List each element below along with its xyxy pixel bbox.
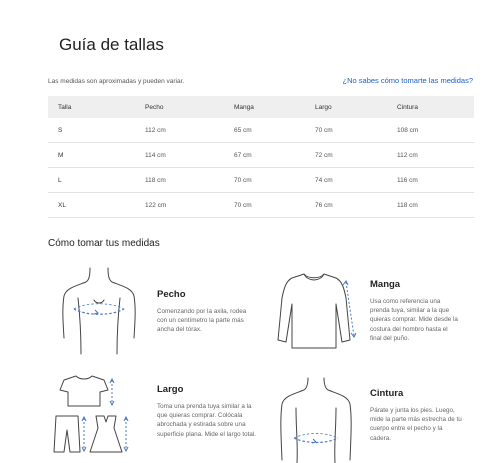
- table-cell: 114 cm: [145, 143, 234, 168]
- table-cell: M: [48, 143, 145, 168]
- table-cell: 112 cm: [145, 118, 234, 143]
- table-cell: 70 cm: [315, 118, 397, 143]
- table-header-row: [48, 96, 474, 118]
- table-cell: 112 cm: [397, 143, 474, 168]
- table-cell: 70 cm: [234, 168, 315, 193]
- chest-title: Pecho: [157, 289, 186, 300]
- table-cell: XL: [48, 193, 145, 218]
- table-cell: 118 cm: [397, 193, 474, 218]
- sleeve-description: Usa como referencia una prenda tuya, similar a la que quieras comprar. Mide desde la costura del hombro hasta el final del puño.: [370, 298, 458, 342]
- column-header: Largo: [315, 96, 397, 118]
- table-cell: 74 cm: [315, 168, 397, 193]
- sleeve-title: Manga: [370, 279, 401, 290]
- table-cell: 65 cm: [234, 118, 315, 143]
- table-cell: 72 cm: [315, 143, 397, 168]
- table-cell: 116 cm: [397, 168, 474, 193]
- table-cell: 118 cm: [145, 168, 234, 193]
- column-header: Talla: [48, 96, 145, 118]
- measurements-note: Las medidas son aproximadas y pueden variar.: [48, 78, 185, 85]
- size-table: [48, 96, 474, 218]
- table-cell: 76 cm: [315, 193, 397, 218]
- waist-description: Párate y junta los pies. Luego, mide la parte más estrecha de tu cuerpo entre el pecho y la cadera.: [370, 407, 462, 442]
- table-row: [48, 193, 474, 218]
- table-cell: L: [48, 168, 145, 193]
- table-row: [48, 168, 474, 193]
- how-to-measure-link[interactable]: ¿No sabes cómo tomarte las medidas?: [342, 76, 473, 85]
- column-header: Manga: [234, 96, 315, 118]
- sleeve-measure-illustration: [270, 268, 362, 352]
- column-header: Cintura: [397, 96, 474, 118]
- table-cell: 70 cm: [234, 193, 315, 218]
- column-header: Pecho: [145, 96, 234, 118]
- table-cell: S: [48, 118, 145, 143]
- length-measure-illustration: [50, 372, 130, 462]
- table-row: [48, 118, 474, 143]
- table-cell: 67 cm: [234, 143, 315, 168]
- length-description: Toma una prenda tuya similar a la que quieras comprar. Colócala abrochada y estirada sobre una superficie plana. Mide el largo total.: [157, 403, 257, 438]
- page-title: Guía de tallas: [59, 35, 164, 54]
- waist-measure-illustration: [268, 374, 362, 463]
- length-title: Largo: [157, 384, 184, 395]
- table-cell: 122 cm: [145, 193, 234, 218]
- table-row: [48, 143, 474, 168]
- how-to-measure-title: Cómo tomar tus medidas: [48, 238, 160, 249]
- waist-title: Cintura: [370, 388, 404, 399]
- chest-measure-illustration: [50, 262, 150, 358]
- table-cell: 108 cm: [397, 118, 474, 143]
- chest-description: Comenzando por la axila, rodea con un centímetro la parte más ancha del tórax.: [157, 308, 247, 334]
